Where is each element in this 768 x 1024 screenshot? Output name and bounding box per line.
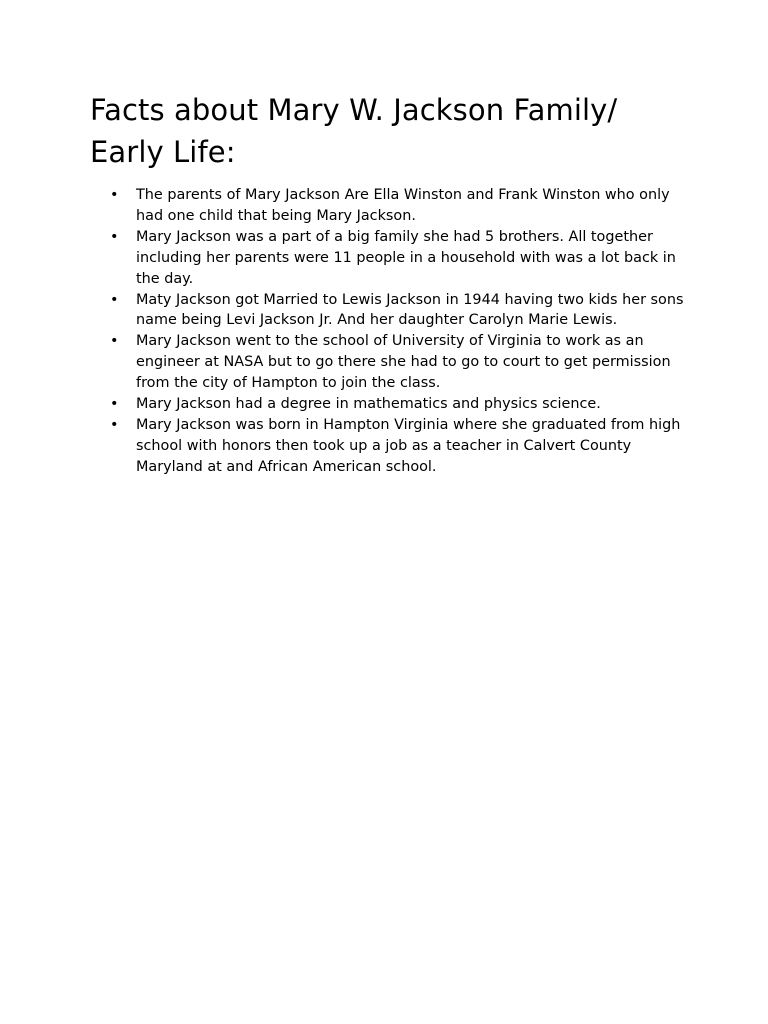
bullet-text: Mary Jackson had a degree in mathematics and physics science.: [136, 396, 601, 413]
facts-bullet-list: [90, 185, 690, 478]
bullet-text: Mary Jackson went to the school of University of Virginia to work as an engineer at NASA but to go there she had to go to court to get permission from the city of Hampton to join the class.: [136, 333, 671, 392]
bullet-text: The parents of Mary Jackson Are Ella Winston and Frank Winston who only had one child that being Mary Jackson.: [136, 187, 670, 224]
bullet-item-5: [90, 394, 690, 415]
bullet-icon: •: [110, 228, 119, 245]
bullet-icon: •: [110, 187, 119, 203]
bullet-text: Mary Jackson was a part of a big family she had 5 brothers. All together including her parents were 11 people in a household with was a lot back in the day.: [136, 228, 676, 287]
bullet-item-3: [90, 290, 690, 332]
bullet-item-4: [90, 331, 690, 394]
bullet-icon: •: [110, 291, 119, 308]
bullet-icon: •: [110, 396, 119, 413]
bullet-item-2: [90, 227, 690, 290]
bullet-icon: •: [110, 333, 119, 350]
bullet-item-6: [90, 415, 690, 478]
bullet-icon: •: [110, 416, 119, 433]
bullet-text: Maty Jackson got Married to Lewis Jackson in 1944 having two kids her sons name being Levi Jackson Jr. And her daughter Carolyn Marie Lewis.: [136, 291, 684, 329]
bullet-item-1: [90, 185, 690, 227]
document-title: Facts about Mary W. Jackson Family/ Early Life:: [90, 93, 618, 169]
bullet-text: Mary Jackson was born in Hampton Virginia where she graduated from high school with honors then took up a job as a teacher in Calvert County Maryland at and African American school.: [136, 416, 681, 475]
